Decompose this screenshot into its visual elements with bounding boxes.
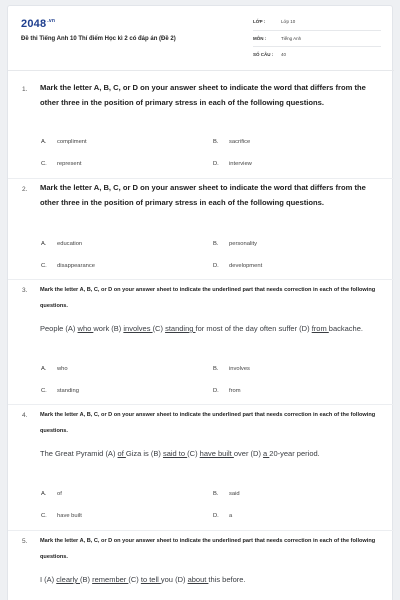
site-logo[interactable]: $2048^{.vn}$ <box>21 18 56 30</box>
info-row-count <box>253 50 381 64</box>
question-instruction: Mark the letter A, B, C, or D on your answer sheet to indicate the word that differs from the other three in the position of primary stress in each of the following questions. <box>40 183 366 207</box>
underlined-part-b: remember <box>92 575 129 584</box>
underlined-part-a: clearly <box>56 575 81 584</box>
underlined-part-c: standing <box>165 324 196 333</box>
option-a[interactable]: A. of <box>41 491 62 497</box>
question-sentence: The Great Pyramid (A) of Giza is (B) said to (C) have built over (D) a 20-year period. <box>40 449 320 458</box>
option-a[interactable]: A. who <box>41 366 68 372</box>
option-c[interactable]: C. have built <box>41 513 82 519</box>
info-row-class <box>253 17 381 31</box>
question-divider <box>8 530 394 531</box>
underlined-part-b: involves <box>123 324 153 333</box>
exam-sheet <box>7 5 393 600</box>
option-d[interactable]: D. a <box>213 513 233 519</box>
underlined-part-c: have built <box>199 449 234 458</box>
question-instruction: Mark the letter A, B, C, or D on your answer sheet to indicate the underlined part that needs correction in each of the following questions. <box>40 287 376 309</box>
option-c[interactable]: C. standing <box>41 388 79 394</box>
question-number: 1. <box>22 86 28 93</box>
question-sentence: People (A) who work (B) involves (C) standing for most of the day often suffer (D) from backache. <box>40 324 363 333</box>
exam-header <box>8 6 394 68</box>
exam-info <box>253 17 381 67</box>
question-divider <box>8 404 394 405</box>
info-value: Lớp 10 <box>281 19 296 24</box>
option-c[interactable]: C. disappearance <box>41 263 96 269</box>
underlined-part-d: a <box>263 449 270 458</box>
question-number: 5. <box>22 538 28 545</box>
question-divider <box>8 279 394 280</box>
option-a[interactable]: A. education <box>41 241 83 247</box>
option-d[interactable]: D. interview <box>213 161 252 167</box>
underlined-part-d: from <box>311 324 329 333</box>
question-number: 2. <box>22 186 28 193</box>
option-d[interactable]: D. development <box>213 263 263 269</box>
underlined-part-b: said to <box>162 449 188 458</box>
header-divider <box>8 70 394 71</box>
underlined-part-a: who <box>77 324 94 333</box>
info-value: 40 <box>281 52 287 57</box>
info-label: SỐ CÂU : <box>253 52 274 57</box>
question-divider <box>8 178 394 179</box>
question-instruction: Mark the letter A, B, C, or D on your answer sheet to indicate the underlined part that needs correction in each of the following questions. <box>40 412 376 434</box>
question-number: 4. <box>22 412 28 419</box>
option-b[interactable]: B. involves <box>213 366 250 372</box>
option-b[interactable]: B. sacrifice <box>213 139 251 145</box>
option-b[interactable]: B. personality <box>213 241 258 247</box>
info-row-subject <box>253 34 381 48</box>
underlined-part-a: of <box>117 449 126 458</box>
option-d[interactable]: D. from <box>213 388 241 394</box>
question-sentence: I (A) clearly (B) remember (C) to tell you (D) about this before. <box>40 575 246 584</box>
info-label: LỚP : <box>253 19 266 24</box>
underlined-part-c: to tell <box>140 575 161 584</box>
question-instruction: Mark the letter A, B, C, or D on your answer sheet to indicate the word that differs from the other three in the position of primary stress in each of the following questions. <box>40 83 366 107</box>
exam-title: Đề thi Tiếng Anh 10 Thí điểm Học kì 2 có đáp án (Đề 2) <box>21 36 176 42</box>
option-b[interactable]: B. said <box>213 491 240 497</box>
option-a[interactable]: A. compliment <box>41 139 87 145</box>
underlined-part-d: about <box>187 575 209 584</box>
info-value: Tiếng Anh <box>281 35 302 41</box>
question-instruction: Mark the letter A, B, C, or D on your answer sheet to indicate the underlined part that needs correction in each of the following questions. <box>40 538 376 560</box>
info-label: MÔN : <box>253 35 267 41</box>
question-number: 3. <box>22 287 28 294</box>
option-c[interactable]: C. represent <box>41 161 82 167</box>
